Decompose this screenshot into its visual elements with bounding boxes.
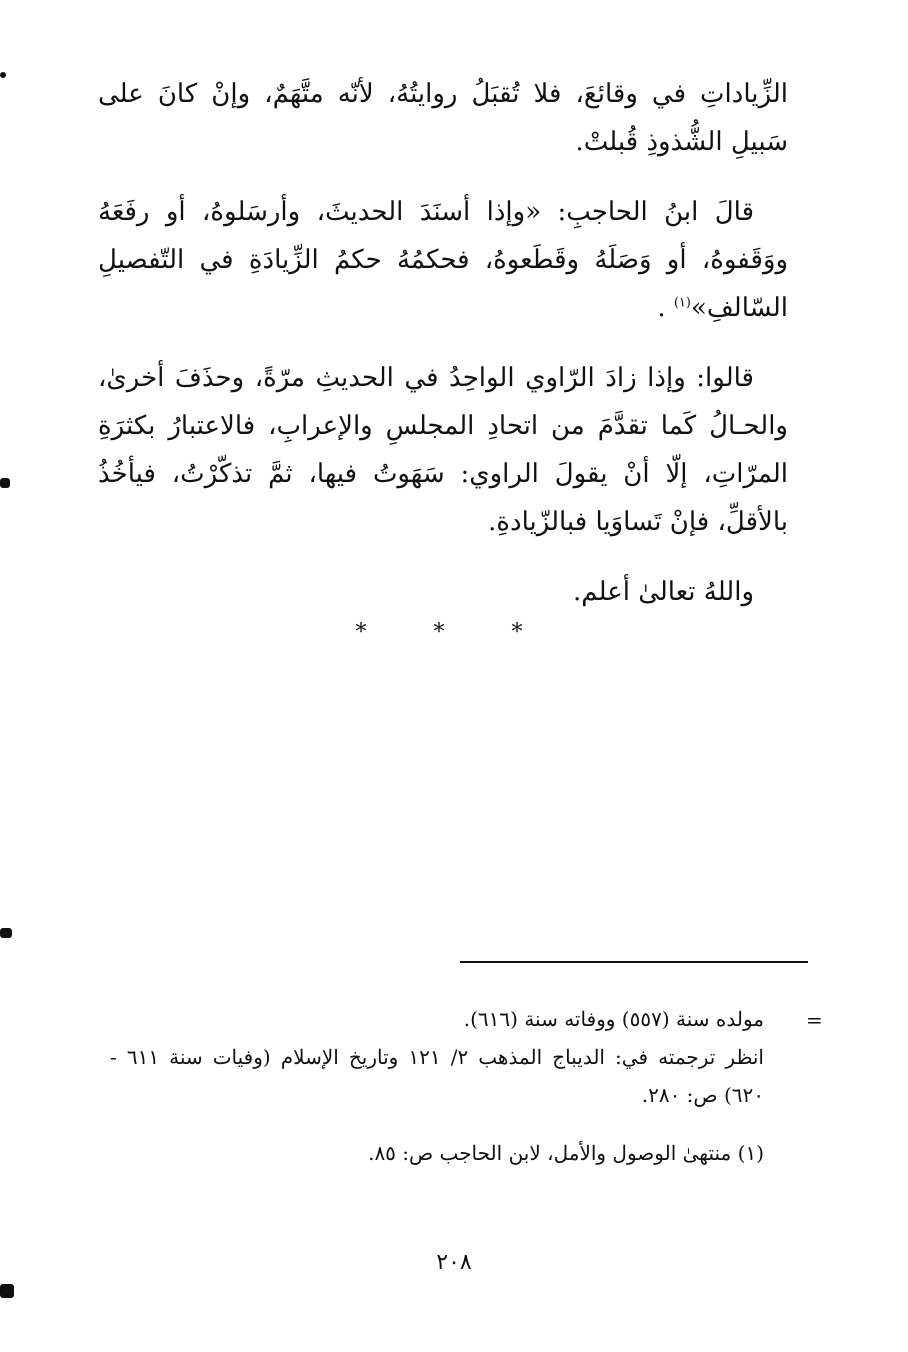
paragraph-1: الزِّياداتِ في وقائعَ، فلا تُقبَلُ روايتُهُ، لأنّه متَّهَمٌ، وإنْ كانَ على سَبيلِ الشُّذوذِ قُبلتْ. (98, 79, 788, 157)
footnote-1: (١) منتهىٰ الوصول والأمل، لابن الحاجب ص: ٨٥. (368, 1141, 764, 1165)
paragraph-3: قالوا: وإذا زادَ الرّاوي الواحِدُ في الحديثِ مرّةً، وحذَفَ أخرىٰ، والحـالُ كَما تقدَّمَ من اتحادِ المجلسِ والإعرابِ، فالاعتبارُ بكثرَةِ المرّاتِ، إلّا أنْ يقولَ الراوي: سَهَوتُ فيها، ثمَّ تذكّرْتُ، فيأخُذُ بالأقلِّ، فإنْ تَساوَيا فبالزّيادةِ. (98, 363, 788, 537)
footnotes (110, 1000, 764, 1172)
scan-edge-mark (0, 72, 6, 78)
paragraph-2-end: . (657, 293, 674, 323)
scan-edge-mark (0, 928, 12, 938)
paragraph-2-text: قالَ ابنُ الحاجبِ: «وإذا أسنَدَ الحديثَ، وأرسَلوهُ، أو رفَعَهُ ووَقَفوهُ، أو وَصَلَهُ وقَطَعوهُ، فحكمُهُ حكمُ الزِّيادَةِ في التّفصيلِ السّالفِ» (98, 197, 788, 323)
footnote-reference: (١) (673, 295, 691, 311)
paragraph-2 (98, 188, 788, 332)
page-number: ٢٠٨ (436, 1250, 472, 1275)
closing-line: واللهُ تعالىٰ أعلم. (573, 577, 754, 607)
footnote-sources: انظر ترجمته في: الديباج المذهب ٢/ ١٢١ وتاريخ الإسلام (وفيات سنة ٦١١ - ٦٢٠) ص: ٢٨٠. (110, 1045, 764, 1107)
footnote-divider (460, 961, 808, 963)
scan-edge-mark (0, 478, 10, 488)
main-text (98, 70, 788, 638)
footnote-continued-mark: = (806, 1008, 823, 1032)
scan-edge-mark (0, 1284, 14, 1298)
footnote-birth-death: مولده سنة (٥٥٧) ووفاته سنة (٦١٦). (463, 1007, 764, 1031)
section-separator: * * * (355, 620, 553, 645)
